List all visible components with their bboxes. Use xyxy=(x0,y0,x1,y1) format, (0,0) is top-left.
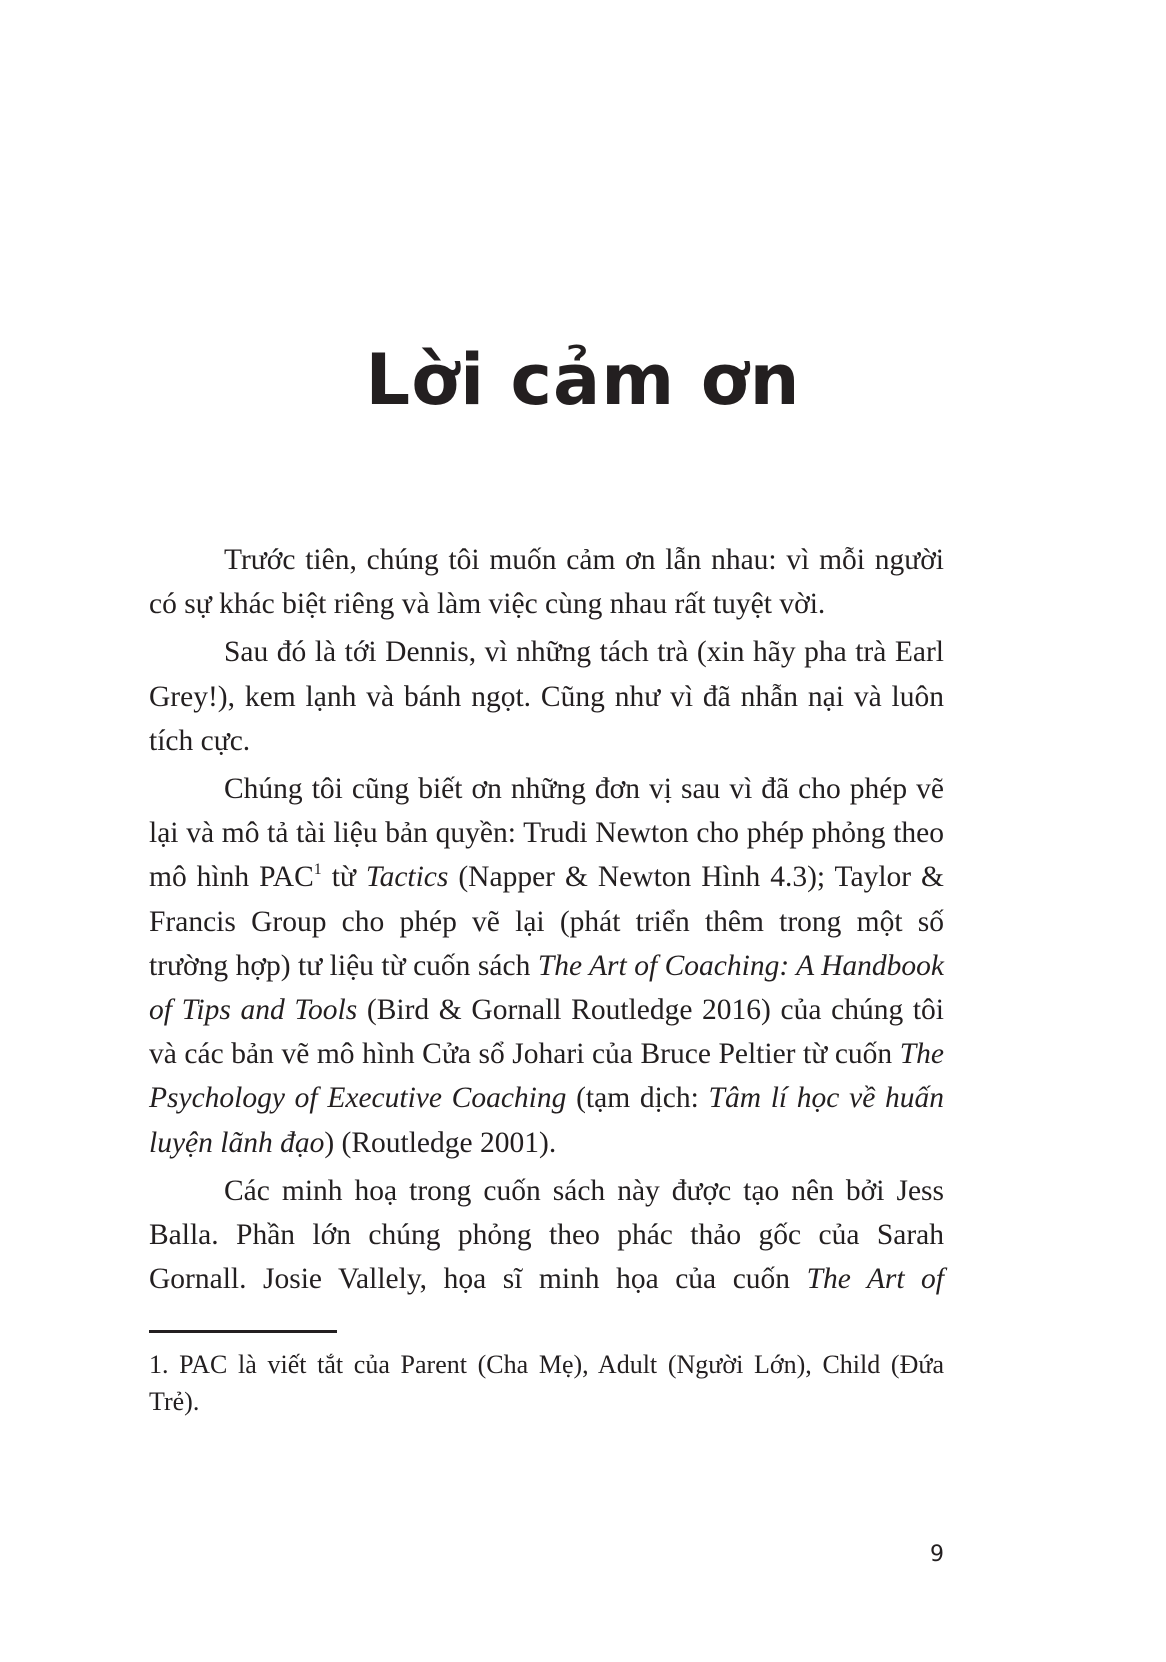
footnote-divider xyxy=(149,1330,337,1333)
paragraph-4-text: Các minh hoạ trong cuốn sách này được tạo nên bởi Jess Balla. Phần lớn chúng phỏng theo phác thảo gốc của Sarah Gornall. Josie Vallely, họa sĩ minh họa của cuốn xyxy=(149,1174,944,1296)
paragraph-3-text-b: từ xyxy=(321,861,366,894)
paragraph-3 xyxy=(149,767,944,1165)
paragraph-3-text-d: (Bird & Gornall Routledge 2016) của chúng tôi và các bản vẽ mô hình Cửa sổ Johari của Bruce Peltier từ cuốn xyxy=(149,994,944,1071)
book-title-psychology-executive-coaching: The Psychology of Executive Coaching xyxy=(149,1038,944,1115)
paragraph-3-text-e: (tạm dịch: xyxy=(566,1082,709,1115)
paragraph-3-text-c: (Napper & Newton Hình 4.3); Taylor & Francis Group cho phép vẽ lại (phát triển thêm trong một số trường hợp) tư liệu từ cuốn sách xyxy=(149,861,944,982)
book-title-art-of-continued: The Art of xyxy=(806,1263,945,1296)
paragraph-3-text-a: Chúng tôi cũng biết ơn những đơn vị sau vì đã cho phép vẽ lại và mô tả tài liệu bản quyền: Trudi Newton cho phép phỏng theo mô hình PAC xyxy=(149,773,944,894)
chapter-title: Lời cảm ơn xyxy=(365,339,801,421)
footnote-1: 1. PAC là viết tắt của Parent (Cha Mẹ), Adult (Người Lớn), Child (Đứa Trẻ). xyxy=(149,1350,944,1416)
paragraph-4 xyxy=(149,1169,944,1302)
body-text xyxy=(149,538,944,1301)
paragraph-2: Sau đó là tới Dennis, vì những tách trà (xin hãy pha trà Earl Grey!), kem lạnh và bánh ngọt. Cũng như vì đã nhẫn nại và luôn tích cực. xyxy=(149,636,944,757)
page-number: 9 xyxy=(930,1542,944,1567)
book-title-art-of-coaching: The Art of Coaching: A Handbook of Tips and Tools xyxy=(149,949,944,1027)
paragraph-3-text-f: ) (Routledge 2001). xyxy=(324,1126,557,1159)
book-title-translation: Tâm lí học về huấn luyện lãnh đạo xyxy=(149,1082,944,1159)
paragraph-1: Trước tiên, chúng tôi muốn cảm ơn lẫn nhau: vì mỗi người có sự khác biệt riêng và làm việc cùng nhau rất tuyệt vời. xyxy=(149,544,944,621)
footnote-reference[interactable]: 1 xyxy=(313,861,322,879)
book-title-tactics: Tactics xyxy=(365,861,449,894)
